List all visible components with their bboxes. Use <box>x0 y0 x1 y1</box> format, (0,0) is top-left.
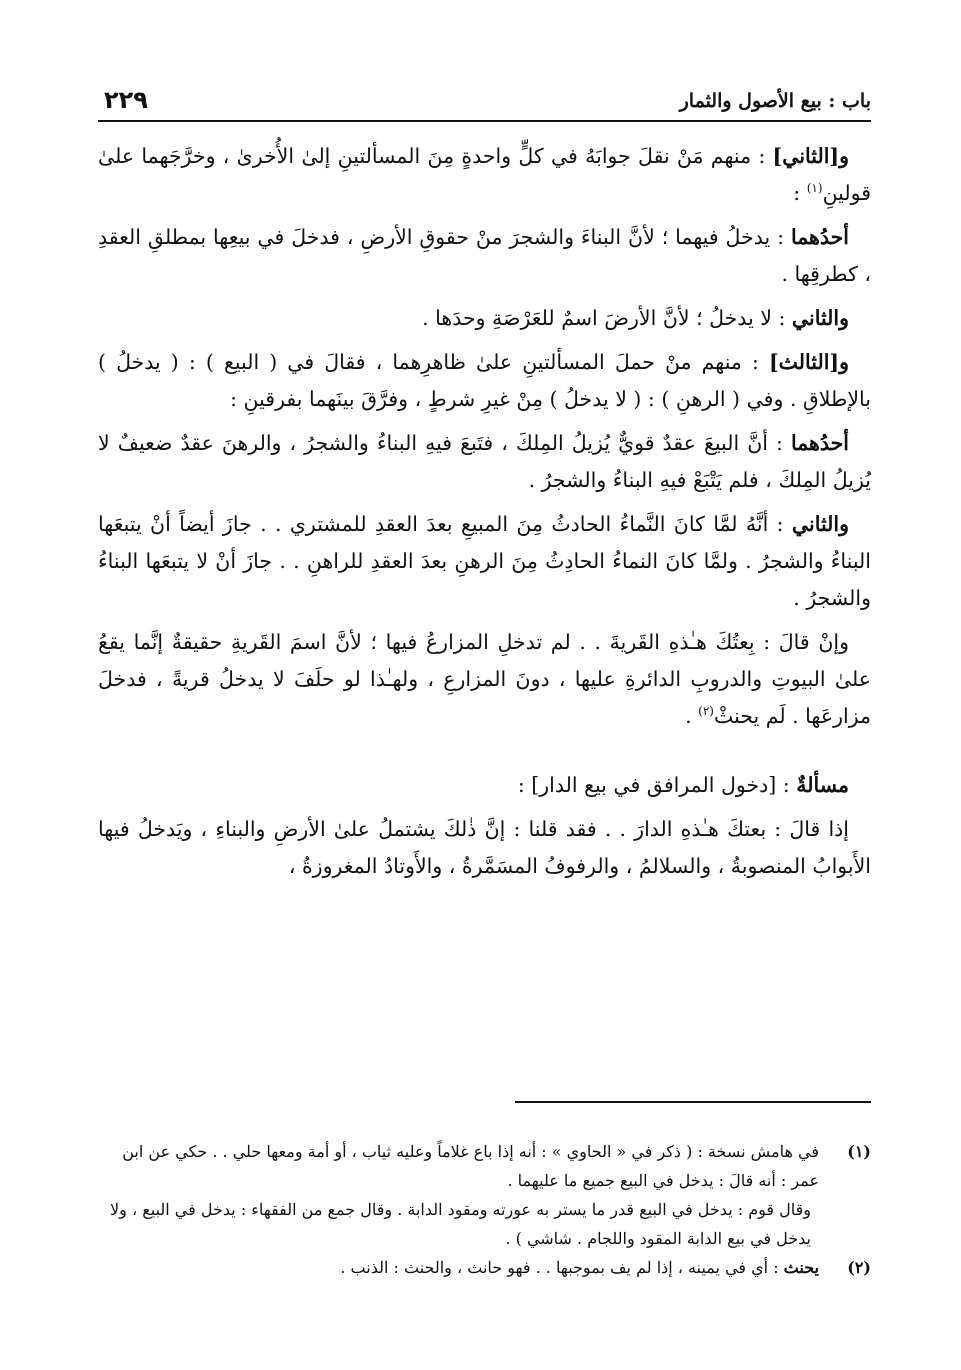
paragraph-text: : أنَّ البيعَ عقدٌ قويٌّ يُزيلُ المِلكَ ، فتَبعَ فيهِ البناءُ والشجرُ ، والرهنَ عقدٌ ضعيفٌ لا يُزيلُ المِلكَ ، فلم يَتْبَعْ فيهِ البناءُ والشجرُ . <box>98 431 871 492</box>
paragraph-text: : أنَّهُ لمَّا كانَ النَّماءُ الحادثُ مِنَ المبيعِ بعدَ العقدِ للمشتري . . جازَ أيضاً أنْ يتبعَها البناءُ والشجرُ . ولمَّا كانَ النماءُ الحادِثُ مِنَ الرهنِ بعدَ العقدِ للراهنِ . . جازَ أنْ لا يتبعَها البناءُ والشجرُ . <box>98 512 871 610</box>
paragraph-text: : يدخلُ فيهما ؛ لأنَّ البناءَ والشجرَ منْ حقوقِ الأرضِ ، فدخلَ في بيعِها بمطلقِ العقدِ ، كطرقِها . <box>98 225 871 286</box>
paragraph-second-view <box>98 300 871 337</box>
footnote-line <box>98 1253 819 1282</box>
page-number: ٢٢٩ <box>104 86 148 114</box>
footnotes <box>98 1137 871 1282</box>
footnote-term: يحنث <box>783 1258 819 1277</box>
footnote-line: وقال قوم : يدخل في البيع قدر ما يستر به عورته ومقود الدابة . وقال جمع من الفقهاء : يدخل في البيع ، ولا يدخل في بيع الدابة المقود واللجام . شاشي ) . <box>110 1200 811 1248</box>
paragraph-village-sale <box>98 624 871 735</box>
section-heading-text: : [دخول المرافق في بيع الدار] : <box>517 773 797 797</box>
paragraph-lead: والثاني <box>791 306 849 330</box>
footnote-ref-1[interactable]: (١) <box>806 181 823 196</box>
paragraph-lead: أحدُهما <box>790 225 849 249</box>
paragraph-second-difference <box>98 506 871 617</box>
paragraph-lead: و[الثاني] <box>772 144 849 168</box>
section-heading-issue <box>98 767 871 804</box>
main-text <box>98 138 871 892</box>
paragraph-first-view <box>98 219 871 293</box>
paragraph-text: : منهم مَنْ نقلَ جوابَهُ في كلٍّ واحدةٍ مِنَ المسألتينِ إلىٰ الأُخرىٰ ، وخرَّجَهما علىٰ قولينِ <box>98 144 871 205</box>
page-header <box>98 86 871 122</box>
paragraph-text: : لا يدخلُ ؛ لأنَّ الأرضَ اسمٌ للعَرْصَةِ وحدَها . <box>422 306 792 330</box>
paragraph-third-opinion-intro <box>98 138 871 212</box>
paragraph-lead: أحدُهما <box>790 431 849 455</box>
footnote-2 <box>98 1253 871 1282</box>
footnote-number: (٢) <box>847 1258 871 1277</box>
footnote-1 <box>98 1137 871 1253</box>
paragraph-text: وإنْ قالَ : بِعتُكَ هـٰذهِ القَريةَ . . لم تدخلِ المزارعُ فيها ؛ لأنَّ اسمَ القَريةِ حقيقةٌ إنَّما يقعُ علىٰ البيوتِ والدروبِ الدائرةِ عليها ، دونَ المزارعِ ، ولهـٰذا لو حلَفَ لا يدخلُ قريةً ، فدخلَ مزارعَها . لَم يحنثْ <box>98 630 871 728</box>
paragraph-lead: والثاني <box>791 512 849 536</box>
running-title: باب : بيع الأصول والثمار <box>679 90 871 112</box>
footnote-number: (١) <box>847 1142 871 1161</box>
footnote-text: : أي في يمينه ، إذا لم يف بموجبها . . فهو حانث ، والحنث : الذنب . <box>340 1258 784 1277</box>
footnote-ref-2[interactable]: (٢) <box>698 704 714 719</box>
paragraph-first-difference <box>98 425 871 499</box>
section-heading-lead: مسألةٌ <box>796 773 849 797</box>
footnote-line: في هامش نسخة : ( ذكر في « الحاوي » : أنه إذا باع غلاماً وعليه ثياب ، أو أمة ومعها حلي . . حكي عن ابن عمر : أنه قالَ : يدخل في البيع جميع ما عليهما . <box>122 1142 819 1190</box>
paragraph-house-sale <box>98 811 871 885</box>
paragraph-tail: . <box>685 704 699 728</box>
paragraph-tail: : <box>793 181 807 205</box>
paragraph-text: إذا قالَ : بعتكَ هـٰذهِ الدارَ . . فقد قلنا : إنَّ ذٰلكَ يشتملُ علىٰ الأرضِ والبناءِ ، ويَدخلُ فيها الأَبوابُ المنصوبةُ ، والسلالمُ ، والرفوفُ المسَمَّرةُ ، والأَوتادُ المغروزةُ ، <box>98 817 871 878</box>
paragraph-third-group <box>98 344 871 418</box>
footnote-separator <box>515 1101 871 1103</box>
paragraph-text: : منهم منْ حملَ المسألتينِ علىٰ ظاهرِهما ، فقالَ في ( البيع ) : ( يدخلُ ) بالإطلاقِ . وفي ( الرهنِ ) : ( لا يدخلُ ) مِنْ غيرِ شرطٍ ، وفرَّقَ بينَهما بفرقينِ : <box>98 350 871 411</box>
paragraph-lead: و[الثالث] <box>768 350 849 374</box>
